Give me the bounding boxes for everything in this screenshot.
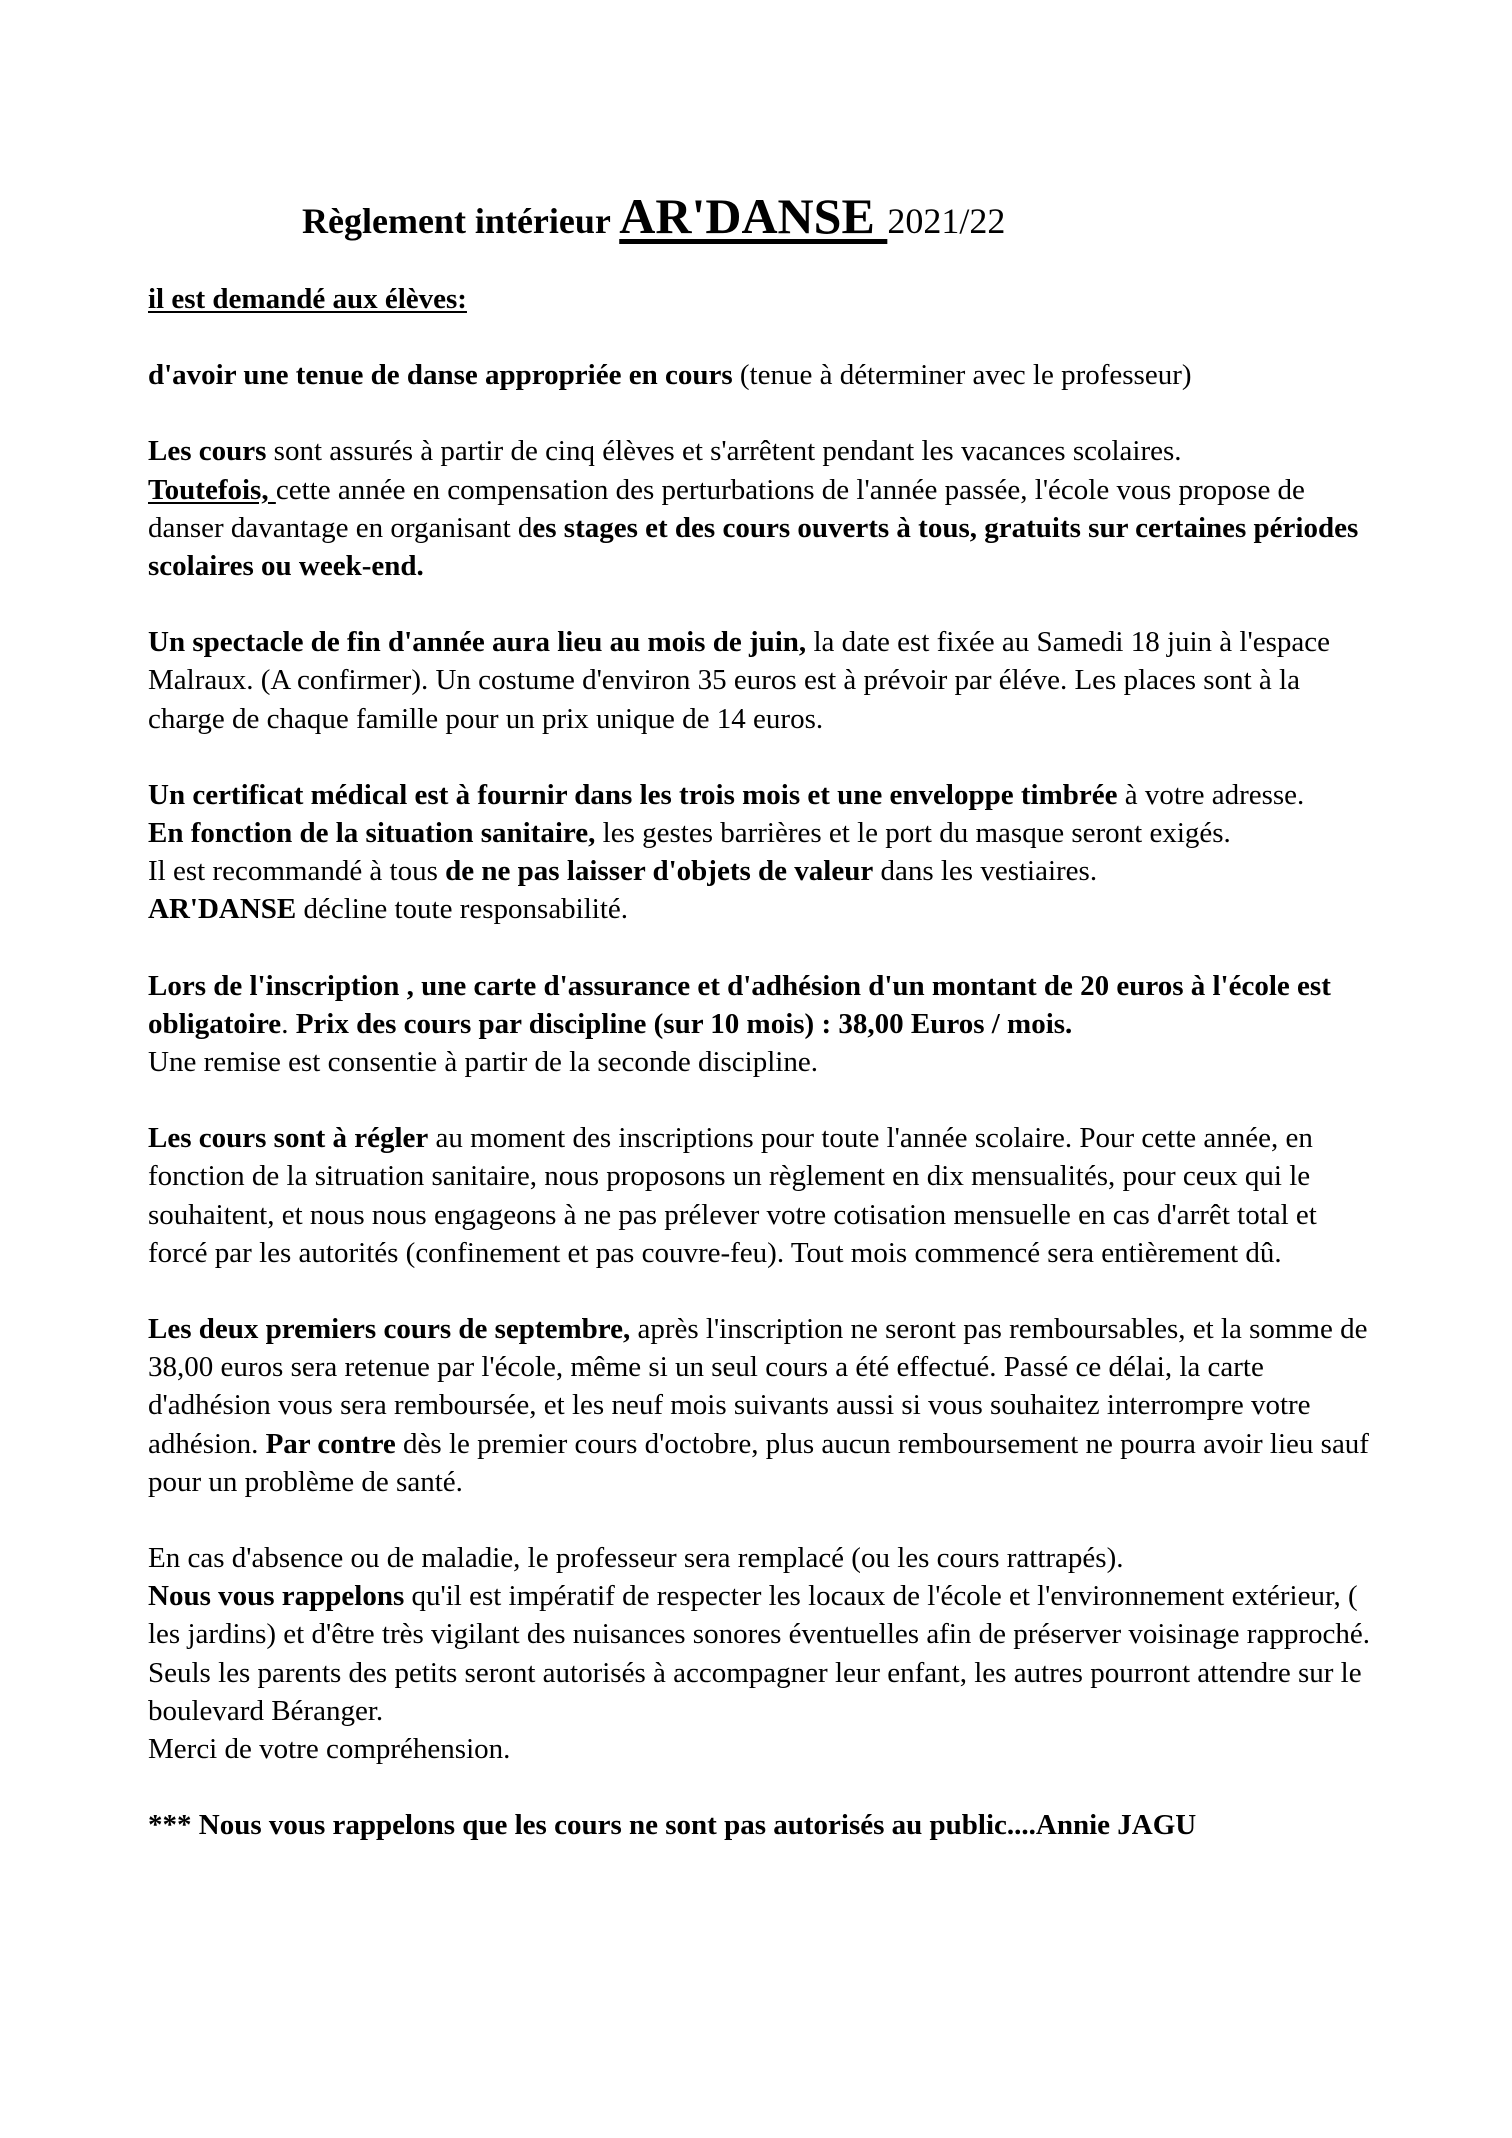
intro-text: il est demandé aux élèves:	[148, 283, 467, 315]
vestiaires-text: dans les vestiaires.	[873, 855, 1098, 888]
merci-text: Merci de votre compréhension.	[148, 1733, 511, 1766]
valeur-text: Il est recommandé à tous	[148, 855, 446, 888]
sanitaire-bold: En fonction de la situation sanitaire,	[148, 817, 596, 850]
remise-text: Une remise est consentie à partir de la seconde discipline.	[148, 1046, 818, 1079]
certificat-text: à votre adresse.	[1117, 778, 1305, 811]
rappelons-bold: Nous vous rappelons	[148, 1580, 405, 1613]
cours-bold: Les cours	[148, 435, 267, 468]
par-contre-bold: Par contre	[265, 1427, 396, 1460]
paragraph-certificat	[148, 776, 1378, 929]
spectacle-bold: Un spectacle de fin d'année aura lieu au mois de juin,	[148, 626, 807, 659]
septembre-text: après l'inscription ne seront pas remboursables, et la somme de 38,00 euros sera retenue par l'école, même si un seul cours a été effectué. Passé ce délai, la carte d'adhésion vous sera remboursée, et les neuf mois suivants aussi si vous souhaitez interrompre votre adhésion.	[148, 1313, 1368, 1460]
paragraph-septembre	[148, 1310, 1378, 1501]
cours-text-2: cette année en compensation des perturbations de l'année passée, l'école vous propose de danser davantage en organisant d	[148, 473, 1305, 544]
paragraph-regler	[148, 1119, 1378, 1272]
title-prefix: Règlement intérieur	[302, 201, 620, 241]
regler-text: au moment des inscriptions pour toute l'année scolaire. Pour cette année, en fonction de la sitruation sanitaire, nous proposons un règlement en dix mensualités, pour ceux qui le souhaitent, et nous nous engageons à ne pas prélever votre cotisation mensuelle en cas d'arrêt total et forcé par les autorités (confinement et pas couvre-feu). Tout mois commencé sera entièrement dû.	[148, 1122, 1317, 1269]
responsabilite-text: décline toute responsabilité.	[296, 893, 629, 926]
inscription-text: .	[281, 1007, 296, 1040]
document-title	[302, 186, 1005, 251]
paragraph-cours	[148, 432, 1378, 585]
intro-heading	[148, 280, 1378, 318]
regler-bold: Les cours sont à régler	[148, 1122, 429, 1155]
cours-text: sont assurés à partir de cinq élèves et s'arrêtent pendant les vacances scolaires.	[266, 435, 1182, 468]
paragraph-tenue	[148, 356, 1378, 394]
valeur-bold: de ne pas laisser d'objets de valeur	[445, 855, 874, 888]
septembre-text-2: dès le premier cours d'octobre, plus aucun remboursement ne pourra avoir lieu sauf pour un problème de santé.	[148, 1427, 1369, 1498]
tenue-text: (tenue à déterminer avec le professeur)	[732, 359, 1192, 392]
septembre-bold: Les deux premiers cours de septembre,	[148, 1313, 631, 1346]
certificat-bold: Un certificat médical est à fournir dans les trois mois et une enveloppe timbrée	[148, 778, 1118, 811]
paragraph-inscription	[148, 967, 1378, 1082]
spectacle-text: la date est fixée au Samedi 18 juin à l'espace Malraux. (A confirmer). Un costume d'environ 35 euros est à prévoir par éléve. Les places sont à la charge de chaque famille pour un prix unique de 14 euros.	[148, 626, 1330, 735]
title-year: 2021/22	[887, 201, 1006, 241]
paragraph-spectacle	[148, 623, 1378, 738]
absence-text: En cas d'absence ou de maladie, le professeur sera remplacé (ou les cours rattrapés).	[148, 1542, 1124, 1575]
cours-bold-2: es stages et des cours ouverts à tous, gratuits sur certaines périodes scolaires ou week-end.	[148, 511, 1359, 583]
document-body	[148, 280, 1378, 1845]
prix-bold: Prix des cours par discipline (sur 10 mois) : 38,00 Euros / mois.	[295, 1007, 1073, 1040]
rappelons-text: qu'il est impératif de respecter les locaux de l'école et l'environnement extérieur, ( les jardins) et d'être très vigilant des nuisances sonores éventuelles afin de préserver voisinage rapproché. Seuls les parents des petits seront autorisés à accompagner leur enfant, les autres pourront attendre sur le boulevard Béranger.	[148, 1580, 1370, 1727]
tenue-bold: d'avoir une tenue de danse appropriée en cours	[148, 359, 733, 392]
toutefois-text: Toutefois,	[148, 473, 276, 506]
sanitaire-text: les gestes barrières et le port du masque seront exigés.	[595, 817, 1231, 850]
title-brand: AR'DANSE	[619, 188, 888, 244]
paragraph-absence	[148, 1539, 1378, 1768]
inscription-bold: Lors de l'inscription , une carte d'assurance et d'adhésion d'un montant de 20 euros à l'école est obligatoire	[148, 969, 1331, 1040]
closing-line	[148, 1806, 1378, 1844]
ardanse-bold: AR'DANSE	[148, 893, 297, 926]
closing-text: *** Nous vous rappelons que les cours ne sont pas autorisés au public....Annie JAGU	[148, 1809, 1197, 1842]
